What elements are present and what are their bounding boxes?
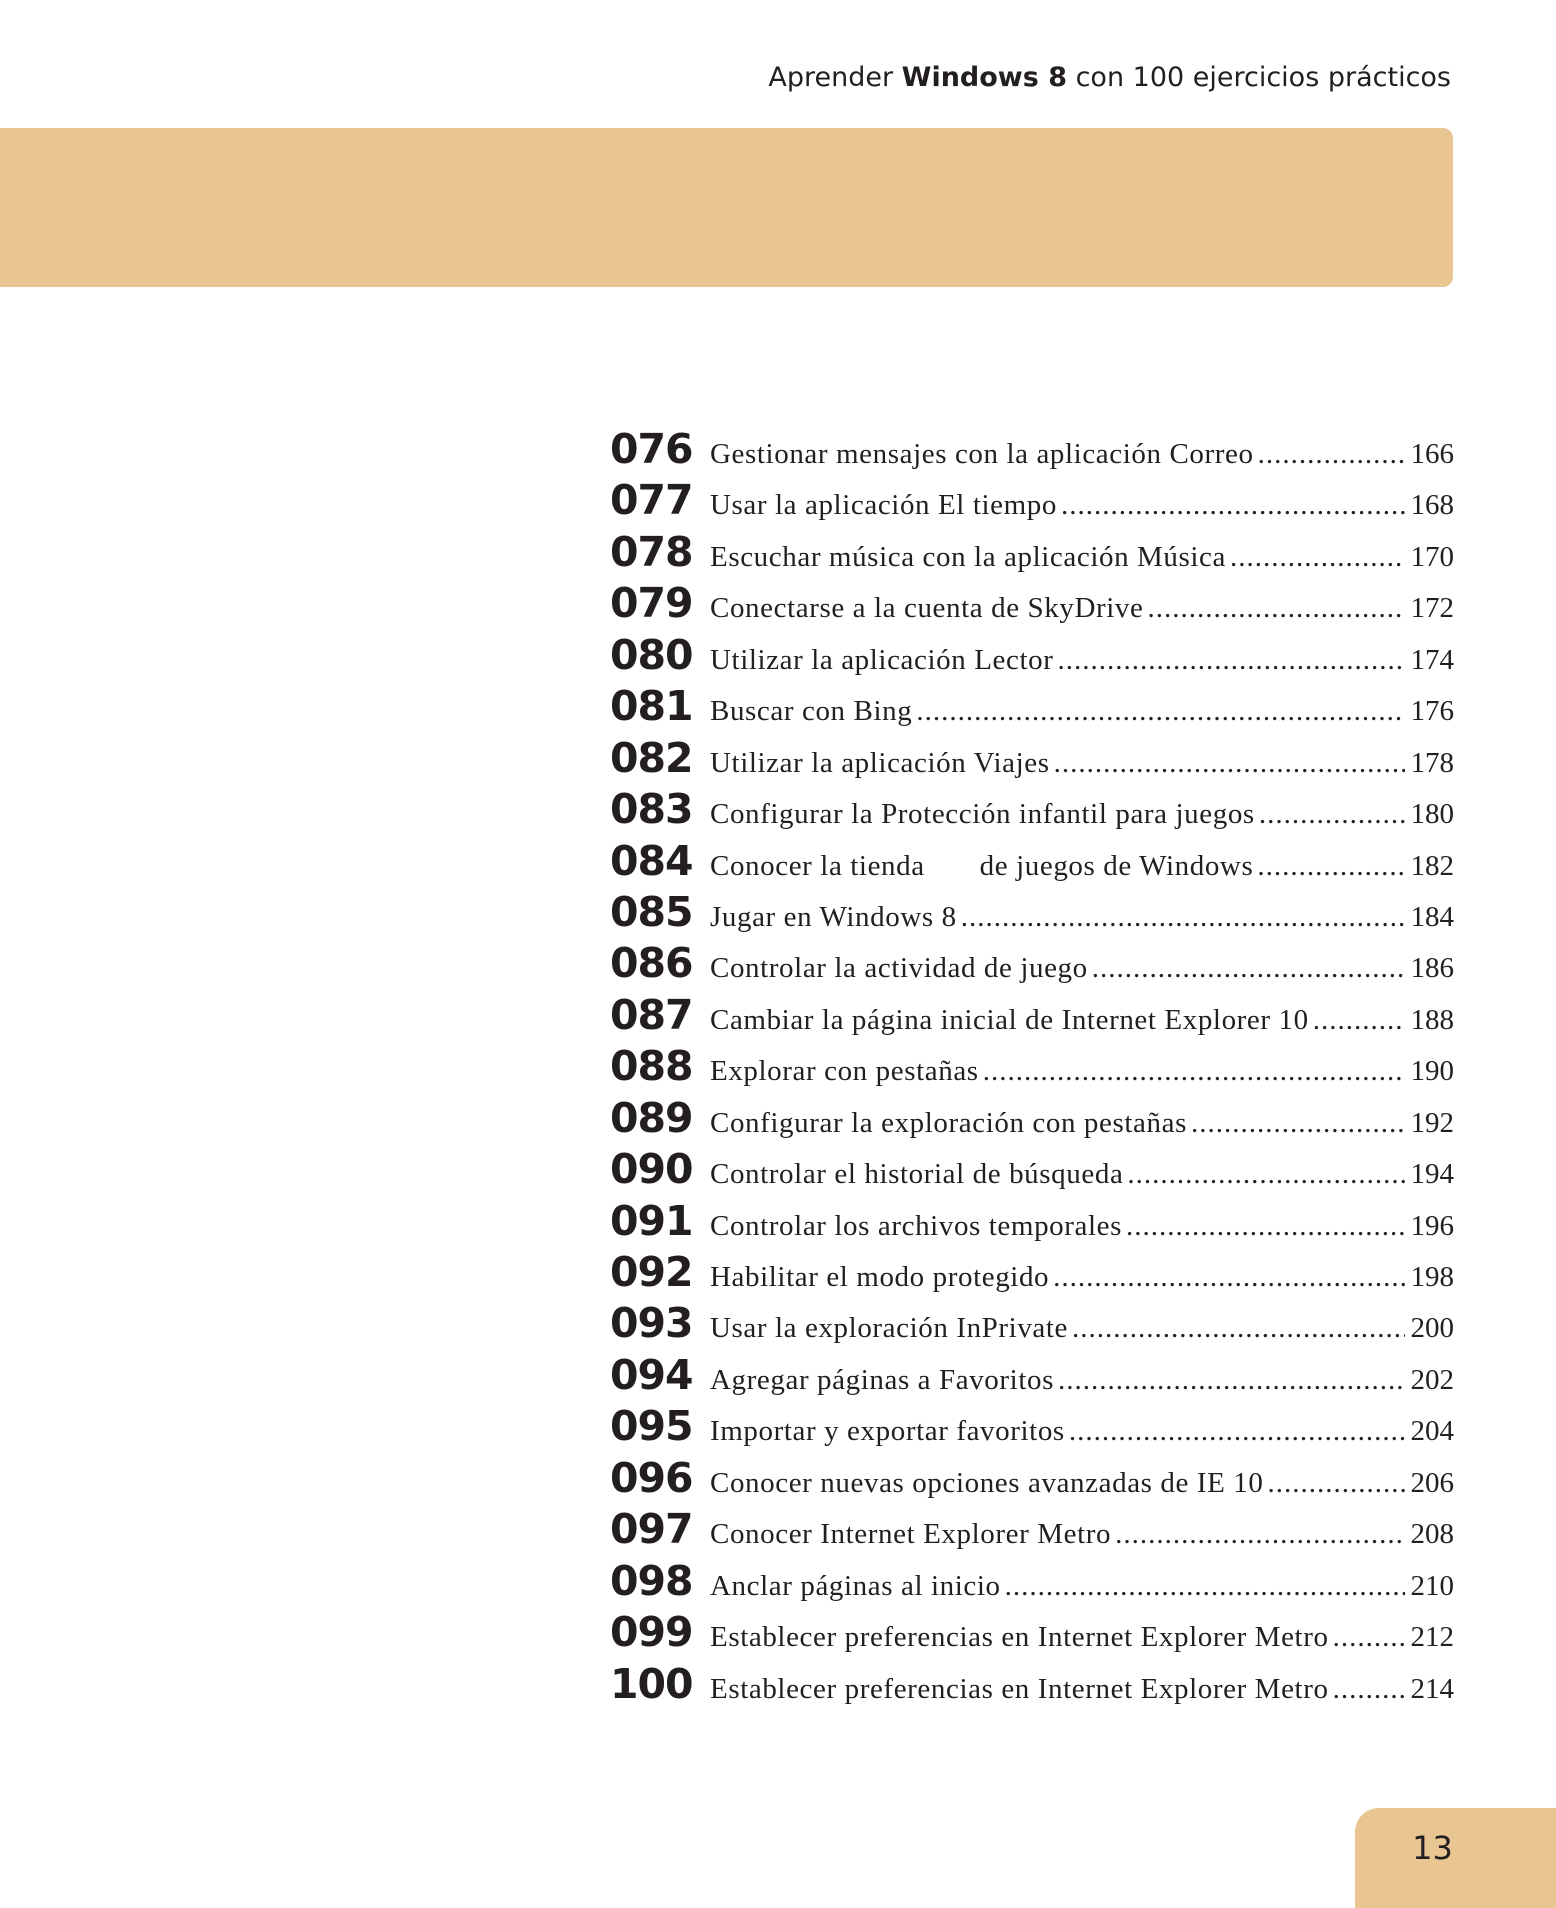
toc-leader bbox=[1054, 747, 1405, 783]
toc-page: 206 bbox=[1410, 1466, 1454, 1499]
toc-number: 093 bbox=[610, 1299, 693, 1348]
table-of-contents bbox=[610, 425, 1454, 1711]
toc-page: 194 bbox=[1410, 1158, 1454, 1191]
toc-number: 099 bbox=[610, 1608, 693, 1657]
toc-number: 080 bbox=[610, 630, 693, 679]
toc-page: 166 bbox=[1410, 438, 1454, 470]
toc-leader bbox=[1061, 489, 1405, 525]
toc-row bbox=[610, 579, 1454, 630]
toc-leader bbox=[1259, 798, 1405, 834]
toc-leader bbox=[1053, 1261, 1404, 1297]
toc-title: Buscar con Bing bbox=[710, 695, 913, 728]
toc-page: 200 bbox=[1410, 1312, 1454, 1345]
toc-title: Usar la aplicación El tiempo bbox=[710, 489, 1057, 522]
toc-title: Agregar páginas a Favoritos bbox=[710, 1363, 1054, 1396]
toc-number: 097 bbox=[610, 1505, 693, 1554]
toc-title: Conocer nuevas opciones avanzadas de IE 10 bbox=[710, 1466, 1264, 1499]
toc-number: 098 bbox=[610, 1556, 693, 1605]
toc-number: 082 bbox=[610, 733, 693, 782]
toc-leader bbox=[983, 1055, 1405, 1091]
toc-title: Conocer Internet Explorer Metro bbox=[710, 1518, 1112, 1551]
toc-leader bbox=[1230, 541, 1405, 577]
toc-title: Anclar páginas al inicio bbox=[710, 1569, 1001, 1602]
toc-number: 092 bbox=[610, 1248, 693, 1296]
toc-page: 170 bbox=[1410, 540, 1454, 573]
toc-page: 180 bbox=[1410, 798, 1454, 831]
toc-row bbox=[610, 631, 1454, 682]
toc-number: 084 bbox=[610, 836, 693, 885]
toc-number: 076 bbox=[610, 425, 693, 473]
toc-title: Conectarse a la cuenta de SkyDrive bbox=[710, 592, 1144, 625]
header-prefix: Aprender bbox=[768, 62, 902, 93]
page-number-tab bbox=[1355, 1808, 1556, 1908]
toc-page: 188 bbox=[1410, 1003, 1454, 1036]
toc-title: Habilitar el modo protegido bbox=[710, 1261, 1050, 1293]
toc-page: 192 bbox=[1410, 1106, 1454, 1139]
toc-title: Escuchar música con la aplicación Música bbox=[710, 540, 1226, 573]
toc-row bbox=[610, 425, 1454, 476]
toc-number: 081 bbox=[610, 682, 693, 731]
toc-row bbox=[610, 939, 1454, 990]
toc-page: 204 bbox=[1410, 1415, 1454, 1448]
toc-page: 212 bbox=[1410, 1621, 1454, 1654]
toc-leader bbox=[1092, 952, 1405, 988]
toc-page: 198 bbox=[1410, 1261, 1454, 1293]
toc-row bbox=[610, 682, 1454, 733]
toc-page: 168 bbox=[1410, 489, 1454, 522]
toc-number: 088 bbox=[610, 1042, 693, 1091]
toc-leader bbox=[1069, 1415, 1405, 1451]
toc-number: 096 bbox=[610, 1453, 693, 1502]
toc-leader bbox=[1072, 1312, 1404, 1348]
page-number: 13 bbox=[1412, 1829, 1453, 1867]
toc-page: 210 bbox=[1410, 1569, 1454, 1602]
toc-page: 174 bbox=[1410, 643, 1454, 676]
toc-row bbox=[610, 1557, 1454, 1608]
toc-page: 196 bbox=[1410, 1209, 1454, 1242]
toc-leader bbox=[1313, 1004, 1405, 1040]
toc-row bbox=[610, 1402, 1454, 1453]
toc-row bbox=[610, 1608, 1454, 1659]
toc-title: Explorar con pestañas bbox=[710, 1055, 979, 1088]
toc-row bbox=[610, 888, 1454, 939]
toc-title: Utilizar la aplicación Lector bbox=[710, 643, 1054, 676]
running-header bbox=[768, 62, 1451, 93]
toc-number: 078 bbox=[610, 527, 693, 576]
toc-leader bbox=[961, 901, 1405, 937]
toc-page: 178 bbox=[1410, 746, 1454, 779]
toc-title: Usar la exploración InPrivate bbox=[710, 1312, 1069, 1345]
toc-row bbox=[610, 1299, 1454, 1350]
toc-row bbox=[610, 1351, 1454, 1402]
toc-title: Utilizar la aplicación Viajes bbox=[710, 746, 1050, 779]
toc-title: Configurar la Protección infantil para juegos bbox=[710, 798, 1255, 831]
toc-title: Jugar en Windows 8 bbox=[710, 900, 957, 933]
toc-title: Cambiar la página inicial de Internet Explorer 10 bbox=[710, 1003, 1309, 1036]
toc-title: Gestionar mensajes con la aplicación Correo bbox=[710, 438, 1254, 470]
toc-leader bbox=[1057, 644, 1404, 680]
toc-number: 083 bbox=[610, 785, 693, 834]
toc-page: 214 bbox=[1410, 1672, 1454, 1705]
toc-number: 095 bbox=[610, 1402, 693, 1451]
toc-number: 077 bbox=[610, 476, 693, 525]
toc-row bbox=[610, 528, 1454, 579]
toc-number: 100 bbox=[610, 1659, 693, 1708]
toc-leader bbox=[1147, 592, 1404, 628]
toc-title: Conocer la tienda de juegos de Windows bbox=[710, 849, 1254, 882]
toc-row bbox=[610, 1145, 1454, 1196]
toc-row bbox=[610, 734, 1454, 785]
toc-row bbox=[610, 1094, 1454, 1145]
toc-leader bbox=[1127, 1158, 1404, 1194]
toc-title: Controlar la actividad de juego bbox=[710, 952, 1088, 985]
toc-number: 085 bbox=[610, 887, 693, 936]
toc-page: 186 bbox=[1410, 952, 1454, 985]
toc-number: 087 bbox=[610, 990, 693, 1039]
toc-leader bbox=[1005, 1570, 1405, 1606]
toc-title: Controlar los archivos temporales bbox=[710, 1209, 1123, 1242]
header-banner bbox=[0, 128, 1453, 287]
toc-leader bbox=[1126, 1210, 1404, 1246]
toc-title: Controlar el historial de búsqueda bbox=[710, 1158, 1124, 1191]
toc-number: 094 bbox=[610, 1350, 693, 1399]
toc-title: Establecer preferencias en Internet Explorer Metro bbox=[710, 1621, 1329, 1654]
header-bold: Windows 8 bbox=[901, 62, 1067, 93]
toc-leader bbox=[1191, 1107, 1405, 1143]
toc-title: Configurar la exploración con pestañas bbox=[710, 1106, 1187, 1139]
toc-page: 182 bbox=[1410, 849, 1454, 882]
toc-leader bbox=[1333, 1673, 1405, 1709]
toc-row bbox=[610, 1042, 1454, 1093]
toc-number: 091 bbox=[610, 1196, 693, 1245]
toc-row bbox=[610, 1660, 1454, 1711]
toc-leader bbox=[1115, 1518, 1404, 1554]
toc-leader bbox=[1058, 1364, 1405, 1400]
toc-row bbox=[610, 476, 1454, 527]
toc-row bbox=[610, 1454, 1454, 1505]
toc-row bbox=[610, 837, 1454, 888]
toc-page: 184 bbox=[1410, 900, 1454, 933]
toc-row bbox=[610, 1197, 1454, 1248]
toc-number: 090 bbox=[610, 1145, 693, 1194]
toc-page: 202 bbox=[1410, 1363, 1454, 1396]
toc-leader bbox=[1257, 850, 1404, 886]
toc-page: 208 bbox=[1410, 1518, 1454, 1551]
toc-leader bbox=[1267, 1467, 1404, 1503]
header-suffix: con 100 ejercicios prácticos bbox=[1067, 62, 1451, 93]
toc-row bbox=[610, 785, 1454, 836]
toc-leader bbox=[916, 695, 1404, 731]
toc-title: Importar y exportar favoritos bbox=[710, 1415, 1065, 1448]
toc-page: 190 bbox=[1410, 1055, 1454, 1088]
toc-number: 086 bbox=[610, 939, 693, 988]
toc-title: Establecer preferencias en Internet Explorer Metro bbox=[710, 1672, 1329, 1705]
toc-number: 079 bbox=[610, 579, 693, 628]
toc-row bbox=[610, 991, 1454, 1042]
toc-page: 176 bbox=[1410, 695, 1454, 728]
toc-row bbox=[610, 1248, 1454, 1299]
toc-row bbox=[610, 1505, 1454, 1556]
toc-page: 172 bbox=[1410, 592, 1454, 625]
toc-leader bbox=[1258, 438, 1405, 474]
toc-leader bbox=[1333, 1621, 1405, 1657]
toc-number: 089 bbox=[610, 1093, 693, 1142]
